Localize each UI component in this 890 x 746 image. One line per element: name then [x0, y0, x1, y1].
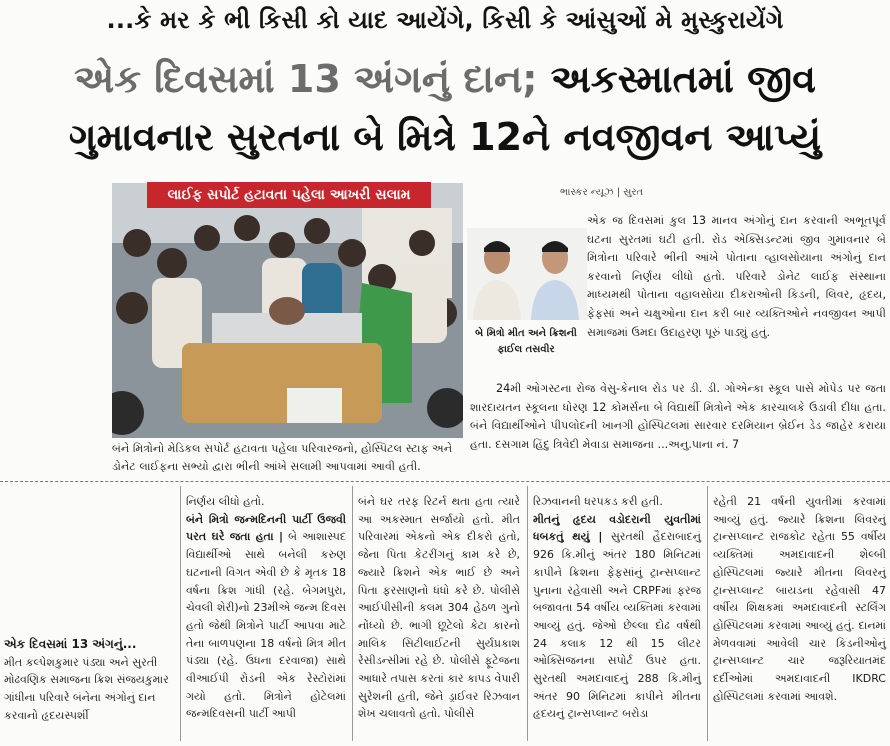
column-rule-2 — [352, 486, 353, 741]
photo-illustration — [112, 183, 463, 438]
story-intro-a: એક જ દિવસમાં કુલ 13 માનવ અંગોનું દાન કરવાની અભૂતપૂર્વ ઘટના સુરતમાં ઘટી હતી. રોડ એક્સિડન્ટમાં જીવ ગુમાવનાર બે મિત્રોના પરિવારે ભીની આંખે પોતાના વ્હાલસોયાના અંગોનું દાન કરવાનો નિર્ણય લીધો હતો. પરિવારે ડોનેટ લાઈફ સંસ્થાના માધ્યમથી પોતાના વહાલસોયા દીકરાઓની કિડની, લિવર, હૃદય, ફેફસાં અને ચક્ષુઓના દાન કરી બાર વ્યક્તિઓને નવજીવન આપી સમાજમાં ઉમદા ઉદાહરણ પૂરું પાડ્યું હતું. — [587, 214, 886, 339]
column-rule-3 — [527, 486, 528, 741]
portraits-image — [467, 228, 587, 320]
column-1 — [186, 493, 346, 723]
col2-text: બંને ઘર તરફ રિટર્ન થતા હતા ત્યારે આ અકસ્માત સર્જાયો હતો. મીત પરિવારમાં એકનો એક દીકરો હતો, જેના પિતા કેટરીંગનું કામ કરે છે, જ્યારે ક્રિશને એક ભાઈ છે અને પિતા ફરસાણનો ધંધો કરે છે. પોલીસે આઈપીસીની કલમ 304 હેઠળ ગુનો નોંધ્યો છે. ભાગી છૂટેલો કેટા કારનો માલિક સિટીલાઈટની સુર્યપ્રકાશ રેસીડન્સીમાં રહે છે. પોલીસે ફૂટેજના આધારે તપાસ કરતાં કાર કાપડ વેપારી સુરેશની હતી, જેને ડ્રાઈવર રિઝવાન શેખ ચલાવતો હતો. પોલીસે — [358, 495, 520, 721]
portraits-illustration — [467, 228, 587, 320]
hospital-photo — [112, 183, 463, 438]
column-2 — [358, 493, 520, 723]
column-rule-1 — [180, 486, 181, 741]
headline-line-1 — [0, 56, 890, 102]
col3-lead: રિઝવાનની ધરપકડ કરી હતી. — [533, 495, 663, 508]
col1-lead: નિર્ણય લીધો હતો. — [186, 495, 265, 508]
continued-head: એક દિવસમાં 13 અંગનું... — [4, 637, 137, 651]
col1-subhead: બંને મિત્રો જન્મદિનની પાર્ટી ઉજવી પરત ઘરે જતા હતા | — [186, 512, 346, 544]
col3-subhead: મીતનું હૃદય વડોદરાની યુવતીમાં ધબકતું થયું | — [533, 512, 701, 544]
headline-part-2: અકસ્માતમાં જીવ — [537, 57, 816, 101]
headline-line-2: ગુમાવનાર સુરતના બે મિત્રે 12ને નવજીવન આપ્યું — [68, 115, 822, 159]
photo-banner: લાઈફ સપોર્ટ હટાવતા પહેલા આખરી સલામ — [147, 182, 431, 208]
kicker-line: ...કે મર કે ભી કિસી કો યાદ આયેંગે, કિસી કે આંસુઓં મે મુસ્કુરાયેંગે — [106, 6, 784, 34]
headline-part-1: એક દિવસમાં 13 અંગનું દાન; — [74, 57, 538, 101]
photo-caption: બંને મિત્રોનો મેડિકલ સપોર્ટ હટાવતા પહેલા પરિવારજનો, હોસ્પિટલ સ્ટાફ અને ડોનેટ લાઈફના સભ્યો દ્વારા ભીની આંખે સલામી આપવામાં આવી હતી. — [112, 442, 453, 473]
portrait-caption: બે મિત્રો મીત અને ક્રિશની ફાઈલ તસવીર — [475, 328, 577, 355]
continued-block — [4, 636, 174, 725]
col3-text: સુરતથી હૈદરાબાદનું 926 કિ.મીનું અંતર 180 મિનિટમાં કાપીને ક્રિશના ફેફસાંનું ટ્રાન્સપ્લાન્ટ પુનાના રહેવાસી અને CRPFમાં ફરજ બજાવતા 54 વર્ષીય વ્યક્તિમાં કરવામાં આવ્યું હતું. જેઓ છેલ્લા દોઢ વર્ષથી 24 કલાક 12 થી 15 લીટર ઓક્સિજનના સપોર્ટ ઉપર હતા. સુરતથી અમદાવાદનું 288 કિ.મીનું અંતર 90 મિનિટમાં કાપીને મીતના હૃદયનું ટ્રાન્સપ્લાન્ટ બરોડા — [533, 530, 701, 721]
section-divider — [0, 481, 890, 482]
column-3 — [533, 493, 701, 723]
column-4 — [713, 493, 886, 705]
byline: ભાસ્કર ન્યૂઝ | સુરત — [560, 187, 644, 198]
story-intro-b: 24મી ઓગસ્ટના રોજ વેસુ-કેનાલ રોડ પર ડી. ડી. ગોએન્કા સ્કૂલ પાસે મોપેડ પર જતા શારદાયતન સ્કૂલના ધોરણ 12 કોમર્સના બે વિદ્યાર્થી મિત્રોને એક કારચાલકે ઉડાવી દીધા હતા. બંને વિદ્યાર્થીઓને પીપલોદની ખાનગી હોસ્પિટલમાં સારવાર દરમિયાન બ્રેઈન ડેડ જાહેર કરાયા હતા. દસગામ હિંદુ ત્રિવેદી મેવાડા સમાજના ...અનુ.પાના નં. 7 — [470, 382, 886, 451]
continued-text: મીત કલ્પેશકુમાર પંડ્યા અને સુરતી મોઢવણિક સમાજના ક્રિશ સંજયકુમાર ગાંધીના પરિવારે બંનેના અંગોનું દાન કરવાનો હૃદયસ્પર્શી — [4, 655, 169, 722]
col1-text: બે આશાસ્પદ વિદ્યાર્થીઓ સાથે બનેલી કરુણ ઘટનાની વિગત એવી છે કે મૃતક 18 વર્ષના ક્રિશ ગાંધી (રહે. બેગમપુરા, ચેવલી શેરી)નો 23મીએ જન્મ દિવસ હતો જેથી મિત્રોને પાર્ટી આપવા માટે તેના બાળપણના 18 વર્ષનો મિત્ર મીત પંડ્યા (રહે. ઉધના દરવાજા) સાથે વીઆઈપી રોડની એક રેસ્ટોરાંમાં ગયો હતો. મિત્રોને હોટેલમાં જન્મદિવસની પાર્ટી આપી — [186, 530, 347, 721]
column-rule-4 — [707, 486, 708, 741]
col4-text: રહેતી 21 વર્ષની યુવતીમાં કરવામાં આવ્યું હતું. જ્યારે ક્રિશના લિવરનું ટ્રાન્સપ્લાન્ટ રાજકોટ રહેતા 55 વર્ષીય વ્યક્તિમાં અમદાવાદની શેલ્બી હોસ્પિટલમાં જ્યારે મીતના લિવરનું ટ્રાન્સપ્લાન્ટ બાયડના રહેવાસી 47 વર્ષીય શિક્ષકમાં અમદાવાદની સ્ટર્લિંગ હોસ્પિટલમાં કરવામાં આવ્યું હતું. દાનમાં મેળવવામાં આવેલી ચાર કિડનીઓનું ટ્રાન્સપ્લાન્ટ ચાર જરૂરિયાતમંદ દર્દીઓમાં અમદાવાદની IKDRC હોસ્પિટલમાં કરવામાં આવશે. — [713, 495, 886, 703]
